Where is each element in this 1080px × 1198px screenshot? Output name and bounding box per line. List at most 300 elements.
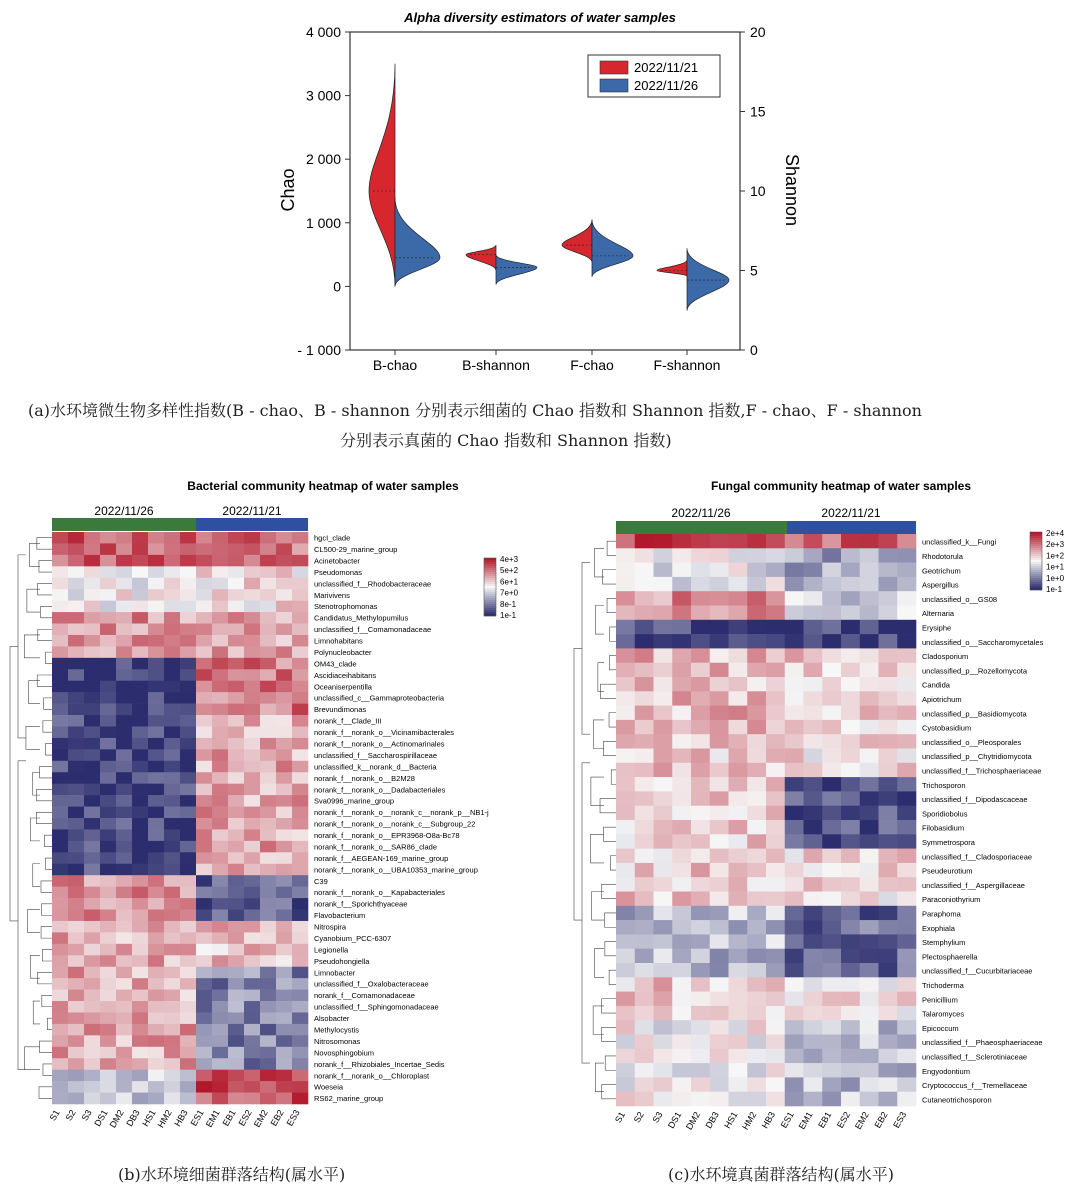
heatmap-cell bbox=[654, 1049, 673, 1064]
heatmap-cell bbox=[260, 543, 276, 555]
heatmap-row-label: Paraphoma bbox=[922, 909, 961, 919]
heatmap-cell bbox=[897, 963, 916, 978]
heatmap-cell bbox=[766, 977, 785, 992]
heatmap-cell bbox=[148, 1024, 164, 1036]
heatmap-cell bbox=[654, 1020, 673, 1035]
heatmap-cell bbox=[196, 978, 212, 990]
heatmap-cell bbox=[164, 887, 180, 899]
heatmap-cell bbox=[654, 806, 673, 821]
heatmap-cell bbox=[897, 1049, 916, 1064]
heatmap-cell bbox=[292, 955, 308, 967]
heatmap-cell bbox=[747, 763, 766, 778]
heatmap-cell bbox=[860, 934, 879, 949]
heatmap-row-label: norank_f__norank_o__UBA10353_marine_group bbox=[314, 865, 478, 875]
heatmap-cell bbox=[196, 921, 212, 933]
heatmap-cell bbox=[180, 932, 196, 944]
heatmap-cell bbox=[52, 1024, 68, 1036]
heatmap-cell bbox=[276, 807, 292, 819]
heatmap-cell bbox=[68, 887, 84, 899]
heatmap-cell bbox=[228, 669, 244, 681]
heatmap-cell bbox=[132, 612, 148, 624]
heatmap-cell bbox=[860, 863, 879, 878]
heatmap-cell bbox=[292, 669, 308, 681]
heatmap-cell bbox=[729, 1092, 748, 1107]
heatmap-cell bbox=[164, 601, 180, 613]
heatmap-cell bbox=[672, 777, 691, 792]
heatmap-cell bbox=[292, 944, 308, 956]
heatmap-cell bbox=[879, 1020, 898, 1035]
heatmap-cell bbox=[212, 681, 228, 693]
heatmap-cell bbox=[260, 532, 276, 544]
heatmap-cell bbox=[616, 820, 635, 835]
heatmap-cell bbox=[244, 1058, 260, 1070]
heatmap-cell bbox=[616, 806, 635, 821]
color-scale-step bbox=[1030, 576, 1042, 578]
heatmap-cell bbox=[804, 906, 823, 921]
heatmap-cell bbox=[244, 772, 260, 784]
heatmap-cell bbox=[68, 612, 84, 624]
heatmap-cell bbox=[635, 863, 654, 878]
heatmap-cell bbox=[260, 829, 276, 841]
heatmap-cell bbox=[164, 1024, 180, 1036]
heatmap-cell bbox=[897, 934, 916, 949]
heatmap-cell bbox=[148, 543, 164, 555]
heatmap-cell bbox=[196, 578, 212, 590]
heatmap-cell bbox=[212, 910, 228, 922]
heatmap-cell bbox=[260, 1047, 276, 1059]
heatmap-cell bbox=[897, 877, 916, 892]
heatmap-cell bbox=[691, 763, 710, 778]
heatmap-cell bbox=[180, 624, 196, 636]
violin-F-shannon-2022/11/26 bbox=[687, 248, 729, 310]
heatmap-row-label: Nitrosomonas bbox=[314, 1036, 361, 1046]
heatmap-cell bbox=[879, 834, 898, 849]
heatmap-column-label: EB2 bbox=[268, 1108, 286, 1128]
heatmap-row-label: norank_f__norank_o__B2M28 bbox=[314, 773, 415, 783]
heatmap-cell bbox=[52, 829, 68, 841]
heatmap-cell bbox=[747, 992, 766, 1007]
heatmap-cell bbox=[785, 1020, 804, 1035]
heatmap-cell bbox=[822, 906, 841, 921]
heatmap-cell bbox=[276, 555, 292, 567]
y-tick-label: 4 000 bbox=[305, 24, 341, 40]
heatmap-cell bbox=[879, 963, 898, 978]
heatmap-cell bbox=[292, 658, 308, 670]
heatmap-cell bbox=[785, 677, 804, 692]
heatmap-cell bbox=[244, 749, 260, 761]
heatmap-cell bbox=[100, 1047, 116, 1059]
heatmap-cell bbox=[672, 806, 691, 821]
heatmap-cell bbox=[804, 1049, 823, 1064]
heatmap-cell bbox=[292, 681, 308, 693]
heatmap-cell bbox=[672, 949, 691, 964]
heatmap-cell bbox=[860, 1035, 879, 1050]
heatmap-cell bbox=[116, 795, 132, 807]
heatmap-cell bbox=[52, 852, 68, 864]
heatmap-cell bbox=[132, 635, 148, 647]
heatmap-cell bbox=[710, 1092, 729, 1107]
heatmap-cell bbox=[860, 606, 879, 621]
heatmap-cell bbox=[228, 1012, 244, 1024]
heatmap-row-label: Flavobacterium bbox=[314, 911, 366, 921]
heatmap-cell bbox=[879, 1006, 898, 1021]
heatmap-cell bbox=[276, 910, 292, 922]
heatmap-cell bbox=[212, 795, 228, 807]
heatmap-cell bbox=[635, 934, 654, 949]
heatmap-row-label: RS62_marine_group bbox=[314, 1094, 384, 1104]
heatmap-cell bbox=[616, 706, 635, 721]
heatmap-cell bbox=[292, 589, 308, 601]
heatmap-cell bbox=[654, 563, 673, 578]
heatmap-row-label: unclassified_f__Rhodobacteraceae bbox=[314, 579, 432, 589]
heatmap-cell bbox=[672, 963, 691, 978]
heatmap-cell bbox=[822, 1063, 841, 1078]
heatmap-cell bbox=[841, 648, 860, 663]
heatmap-cell bbox=[616, 1092, 635, 1107]
heatmap-cell bbox=[747, 820, 766, 835]
color-scale-label: 1e-1 bbox=[1046, 585, 1063, 594]
heatmap-cell bbox=[84, 704, 100, 716]
heatmap-cell bbox=[132, 932, 148, 944]
heatmap-cell bbox=[879, 577, 898, 592]
color-scale-step bbox=[1030, 584, 1042, 586]
heatmap-row-label: unclassified_f__Phaeosphaeriaceae bbox=[922, 1038, 1043, 1048]
color-scale-step bbox=[484, 560, 496, 562]
heatmap-cell bbox=[180, 555, 196, 567]
heatmap-cell bbox=[212, 1058, 228, 1070]
heatmap-row-label: unclassified_f__Sclerotiniaceae bbox=[922, 1052, 1028, 1062]
heatmap-cell bbox=[196, 967, 212, 979]
heatmap-cell bbox=[860, 791, 879, 806]
heatmap-cell bbox=[672, 1077, 691, 1092]
heatmap-cell bbox=[710, 1006, 729, 1021]
heatmap-cell bbox=[276, 955, 292, 967]
heatmap-cell bbox=[116, 738, 132, 750]
heatmap-cell bbox=[260, 635, 276, 647]
heatmap-cell bbox=[785, 720, 804, 735]
heatmap-cell bbox=[785, 849, 804, 864]
heatmap-cell bbox=[747, 1063, 766, 1078]
heatmap-cell bbox=[180, 818, 196, 830]
heatmap-cell bbox=[710, 548, 729, 563]
heatmap-cell bbox=[228, 658, 244, 670]
heatmap-cell bbox=[804, 992, 823, 1007]
heatmap-cell bbox=[292, 772, 308, 784]
heatmap-cell bbox=[691, 720, 710, 735]
color-scale-step bbox=[484, 598, 496, 600]
heatmap-cell bbox=[212, 807, 228, 819]
heatmap-cell bbox=[68, 624, 84, 636]
heatmap-cell bbox=[84, 932, 100, 944]
heatmap-column-label: EB2 bbox=[872, 1110, 890, 1130]
heatmap-cell bbox=[766, 1092, 785, 1107]
heatmap-cell bbox=[729, 1020, 748, 1035]
heatmap-cell bbox=[860, 634, 879, 649]
heatmap-cell bbox=[132, 1093, 148, 1105]
heatmap-cell bbox=[180, 887, 196, 899]
heatmap-cell bbox=[276, 898, 292, 910]
heatmap-cell bbox=[228, 646, 244, 658]
heatmap-cell bbox=[132, 749, 148, 761]
heatmap-cell bbox=[785, 834, 804, 849]
heatmap-cell bbox=[84, 784, 100, 796]
heatmap-cell bbox=[100, 944, 116, 956]
heatmap-cell bbox=[785, 1049, 804, 1064]
heatmap-cell bbox=[100, 1001, 116, 1013]
heatmap-cell bbox=[180, 784, 196, 796]
heatmap-cell bbox=[116, 715, 132, 727]
heatmap-cell bbox=[785, 892, 804, 907]
heatmap-cell bbox=[729, 777, 748, 792]
heatmap-cell bbox=[164, 795, 180, 807]
heatmap-cell bbox=[84, 1093, 100, 1105]
dendrogram-branch bbox=[26, 726, 40, 749]
heatmap-cell bbox=[691, 563, 710, 578]
heatmap-cell bbox=[766, 534, 785, 549]
heatmap-cell bbox=[116, 932, 132, 944]
heatmap-cell bbox=[766, 906, 785, 921]
heatmap-cell bbox=[228, 990, 244, 1002]
heatmap-cell bbox=[616, 1020, 635, 1035]
heatmap-cell bbox=[841, 1020, 860, 1035]
heatmap-cell bbox=[100, 852, 116, 864]
heatmap-cell bbox=[260, 715, 276, 727]
heatmap-cell bbox=[212, 726, 228, 738]
heatmap-cell bbox=[180, 990, 196, 1002]
heatmap-cell bbox=[212, 646, 228, 658]
heatmap-cell bbox=[292, 1024, 308, 1036]
heatmap-cell bbox=[672, 620, 691, 635]
heatmap-cell bbox=[785, 1077, 804, 1092]
heatmap-row-label: unclassified_p__Chytridiomycota bbox=[922, 752, 1032, 762]
heatmap-cell bbox=[228, 772, 244, 784]
heatmap-cell bbox=[132, 818, 148, 830]
heatmap-cell bbox=[116, 910, 132, 922]
heatmap-cell bbox=[68, 635, 84, 647]
heatmap-cell bbox=[100, 578, 116, 590]
heatmap-cell bbox=[616, 920, 635, 935]
heatmap-cell bbox=[100, 589, 116, 601]
heatmap-cell bbox=[691, 920, 710, 935]
heatmap-cell bbox=[710, 863, 729, 878]
heatmap-cell bbox=[116, 589, 132, 601]
heatmap-cell bbox=[148, 887, 164, 899]
y2-tick-label: 20 bbox=[750, 24, 766, 40]
heatmap-cell bbox=[212, 612, 228, 624]
heatmap-cell bbox=[84, 955, 100, 967]
heatmap-cell bbox=[180, 669, 196, 681]
heatmap-cell bbox=[68, 738, 84, 750]
heatmap-cell bbox=[747, 892, 766, 907]
heatmap-cell bbox=[879, 677, 898, 692]
heatmap-cell bbox=[52, 990, 68, 1002]
y2-tick-label: 10 bbox=[750, 183, 766, 199]
heatmap-cell bbox=[68, 967, 84, 979]
heatmap-cell bbox=[292, 692, 308, 704]
heatmap-cell bbox=[654, 606, 673, 621]
violin-chart bbox=[0, 0, 1080, 400]
heatmap-cell bbox=[785, 906, 804, 921]
heatmap-cell bbox=[212, 990, 228, 1002]
heatmap-cell bbox=[148, 910, 164, 922]
heatmap-cell bbox=[729, 620, 748, 635]
heatmap-cell bbox=[785, 577, 804, 592]
heatmap-cell bbox=[729, 806, 748, 821]
heatmap-cell bbox=[228, 852, 244, 864]
heatmap-cell bbox=[52, 738, 68, 750]
heatmap-cell bbox=[228, 624, 244, 636]
heatmap-cell bbox=[879, 892, 898, 907]
heatmap-cell bbox=[84, 898, 100, 910]
heatmap-cell bbox=[212, 864, 228, 876]
heatmap-cell bbox=[672, 691, 691, 706]
heatmap-cell bbox=[672, 563, 691, 578]
heatmap-cell bbox=[132, 1035, 148, 1047]
heatmap-cell bbox=[879, 992, 898, 1007]
heatmap-row-label: Candidatus_Methylopumilus bbox=[314, 613, 409, 623]
heatmap-cell bbox=[148, 635, 164, 647]
heatmap-cell bbox=[785, 691, 804, 706]
heatmap-row-label: norank_f__norank_o__Actinomarinales bbox=[314, 739, 445, 749]
heatmap-cell bbox=[132, 852, 148, 864]
heatmap-cell bbox=[132, 624, 148, 636]
heatmap-cell bbox=[785, 977, 804, 992]
heatmap-row-label: Nitrospira bbox=[314, 922, 347, 932]
heatmap-cell bbox=[228, 910, 244, 922]
dendrogram-branch bbox=[574, 648, 582, 920]
heatmap-cell bbox=[148, 658, 164, 670]
heatmap-row-label: Methylocystis bbox=[314, 1025, 360, 1035]
heatmap-cell bbox=[710, 677, 729, 692]
heatmap-cell bbox=[116, 852, 132, 864]
heatmap-cell bbox=[148, 624, 164, 636]
heatmap-cell bbox=[116, 864, 132, 876]
heatmap-cell bbox=[244, 543, 260, 555]
heatmap-cell bbox=[68, 681, 84, 693]
heatmap-cell bbox=[860, 1077, 879, 1092]
heatmap-cell bbox=[672, 606, 691, 621]
heatmap-cell bbox=[691, 849, 710, 864]
heatmap-cell bbox=[841, 620, 860, 635]
heatmap-cell bbox=[729, 863, 748, 878]
heatmap-cell bbox=[260, 1058, 276, 1070]
heatmap-cell bbox=[635, 1035, 654, 1050]
heatmap-cell bbox=[68, 1070, 84, 1082]
heatmap-cell bbox=[116, 555, 132, 567]
heatmap-cell bbox=[616, 749, 635, 764]
heatmap-row-label: unclassified_p__Basidiomycota bbox=[922, 709, 1027, 719]
heatmap-cell bbox=[100, 818, 116, 830]
heatmap-cell bbox=[804, 977, 823, 992]
heatmap-cell bbox=[100, 978, 116, 990]
heatmap-cell bbox=[672, 992, 691, 1007]
heatmap-cell bbox=[196, 795, 212, 807]
heatmap-cell bbox=[244, 978, 260, 990]
dendrogram-branch bbox=[30, 955, 40, 978]
heatmap-column-label: ES3 bbox=[284, 1108, 302, 1128]
heatmap-cell bbox=[841, 663, 860, 678]
heatmap-cell bbox=[212, 704, 228, 716]
heatmap-cell bbox=[841, 992, 860, 1007]
heatmap-cell bbox=[785, 1035, 804, 1050]
heatmap-cell bbox=[100, 921, 116, 933]
heatmap-cell bbox=[148, 795, 164, 807]
dendrogram-branch bbox=[46, 858, 52, 869]
heatmap-cell bbox=[785, 992, 804, 1007]
heatmap-cell bbox=[766, 1063, 785, 1078]
heatmap-row-label: Oceaniserpentilla bbox=[314, 682, 372, 692]
heatmap-cell bbox=[672, 920, 691, 935]
heatmap-cell bbox=[148, 829, 164, 841]
heatmap-cell bbox=[729, 749, 748, 764]
heatmap-column-label: HB3 bbox=[172, 1108, 190, 1129]
heatmap-cell bbox=[212, 784, 228, 796]
heatmap-cell bbox=[747, 963, 766, 978]
heatmap-cell bbox=[148, 990, 164, 1002]
heatmap-cell bbox=[116, 841, 132, 853]
heatmap-cell bbox=[84, 1047, 100, 1059]
heatmap-cell bbox=[68, 589, 84, 601]
heatmap-cell bbox=[164, 612, 180, 624]
heatmap-cell bbox=[68, 898, 84, 910]
heatmap-cell bbox=[68, 829, 84, 841]
heatmap-cell bbox=[635, 648, 654, 663]
heatmap-cell bbox=[292, 1070, 308, 1082]
heatmap-cell bbox=[180, 612, 196, 624]
heatmap-cell bbox=[164, 578, 180, 590]
heatmap-cell bbox=[822, 806, 841, 821]
heatmap-cell bbox=[276, 749, 292, 761]
dendrogram-branch bbox=[33, 1001, 40, 1024]
heatmap-cell bbox=[672, 763, 691, 778]
heatmap-cell bbox=[52, 624, 68, 636]
heatmap-cell bbox=[804, 706, 823, 721]
heatmap-cell bbox=[116, 1081, 132, 1093]
dendrogram-branch bbox=[582, 563, 590, 735]
heatmap-cell bbox=[260, 807, 276, 819]
heatmap-cell bbox=[212, 601, 228, 613]
heatmap-cell bbox=[84, 1024, 100, 1036]
heatmap-row-label: Ascidiaceihabitans bbox=[314, 670, 377, 680]
heatmap-cell bbox=[766, 934, 785, 949]
heatmap-row-label: unclassified_f__Dipodascaceae bbox=[922, 795, 1028, 805]
heatmap-cell bbox=[100, 967, 116, 979]
heatmap-column-label: HS1 bbox=[140, 1108, 158, 1129]
heatmap-cell bbox=[879, 806, 898, 821]
heatmap-cell bbox=[292, 932, 308, 944]
heatmap-column-label: EB1 bbox=[816, 1110, 834, 1130]
heatmap-cell bbox=[729, 548, 748, 563]
x-tick-label: F-chao bbox=[570, 357, 614, 373]
dendrogram-branch bbox=[41, 904, 52, 915]
heatmap-cell bbox=[860, 820, 879, 835]
heatmap-cell bbox=[100, 738, 116, 750]
heatmap-cell bbox=[654, 548, 673, 563]
heatmap-cell bbox=[785, 763, 804, 778]
dendrogram-branch bbox=[10, 646, 18, 921]
heatmap-cell bbox=[710, 577, 729, 592]
heatmap-cell bbox=[729, 763, 748, 778]
group-label-2022-11-26: 2022/11/26 bbox=[671, 506, 731, 520]
color-scale-step bbox=[1030, 540, 1042, 542]
heatmap-cell bbox=[164, 658, 180, 670]
heatmap-row-label: norank_f__norank_o__SAR86_clade bbox=[314, 842, 438, 852]
heatmap-cell bbox=[228, 555, 244, 567]
heatmap-cell bbox=[244, 612, 260, 624]
heatmap-cell bbox=[879, 620, 898, 635]
heatmap-cell bbox=[244, 681, 260, 693]
heatmap-cell bbox=[729, 934, 748, 949]
